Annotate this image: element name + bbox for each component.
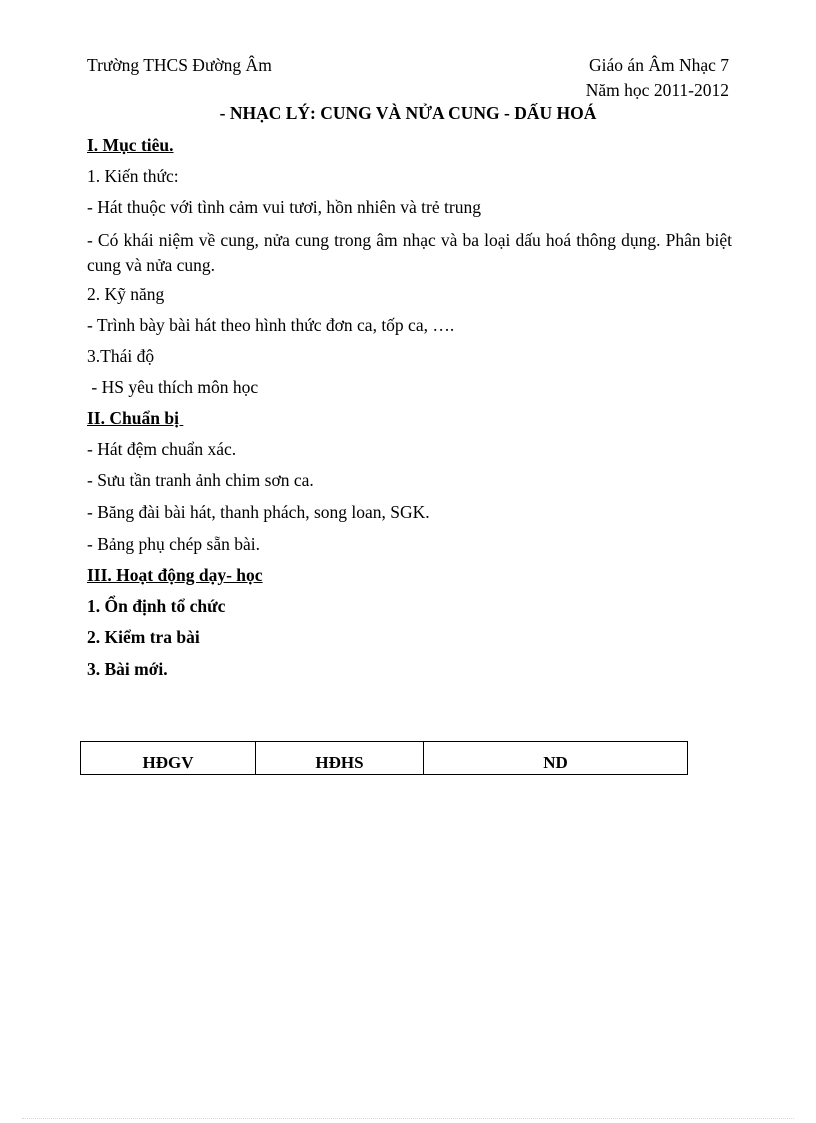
subject-label: Giáo án Âm Nhạc 7 — [589, 55, 729, 75]
column-header-content: ND — [424, 742, 688, 775]
knowledge-item-2: - Có khái niệm về cung, nửa cung trong âm nhạc và ba loại dấu hoá thông dụng. Phân biệt cung và nửa cung. — [87, 230, 732, 275]
preparation-heading: II. Chuẩn bị — [87, 408, 184, 428]
lesson-title: - NHẠC LÝ: CUNG VÀ NỬA CUNG - DẤU HOÁ — [219, 103, 597, 123]
preparation-item-3: - Băng đài bài hát, thanh phách, song loan, SGK. — [87, 502, 430, 522]
school-name: Trường THCS Đường Âm — [87, 55, 272, 75]
knowledge-heading: 1. Kiến thức: — [87, 166, 179, 186]
activity-step-2: 2. Kiểm tra bài — [87, 627, 200, 647]
school-year: Năm học 2011-2012 — [585, 80, 729, 100]
skills-item-1: - Trình bày bài hát theo hình thức đơn ca, tốp ca, …. — [87, 315, 455, 335]
column-header-teacher: HĐGV — [81, 742, 256, 775]
activity-step-3: 3. Bài mới. — [87, 659, 168, 679]
page-bottom-divider — [22, 1118, 794, 1119]
table-header-row — [81, 742, 688, 775]
skills-heading: 2. Kỹ năng — [87, 284, 165, 304]
column-header-student: HĐHS — [256, 742, 424, 775]
preparation-item-4: - Bảng phụ chép sẵn bài. — [87, 534, 261, 554]
activity-table — [80, 741, 688, 775]
activities-heading: III. Hoạt động dạy- học — [87, 565, 263, 585]
activity-step-1: 1. Ổn định tổ chức — [87, 596, 226, 616]
objectives-heading: I. Mục tiêu. — [87, 135, 174, 155]
preparation-item-2: - Sưu tần tranh ảnh chim sơn ca. — [87, 470, 314, 490]
preparation-item-1: - Hát đệm chuẩn xác. — [87, 439, 237, 459]
knowledge-item-1: - Hát thuộc với tình cảm vui tươi, hồn nhiên và trẻ trung — [87, 197, 481, 217]
attitude-item-1: - HS yêu thích môn học — [87, 377, 259, 397]
attitude-heading: 3.Thái độ — [87, 346, 155, 366]
